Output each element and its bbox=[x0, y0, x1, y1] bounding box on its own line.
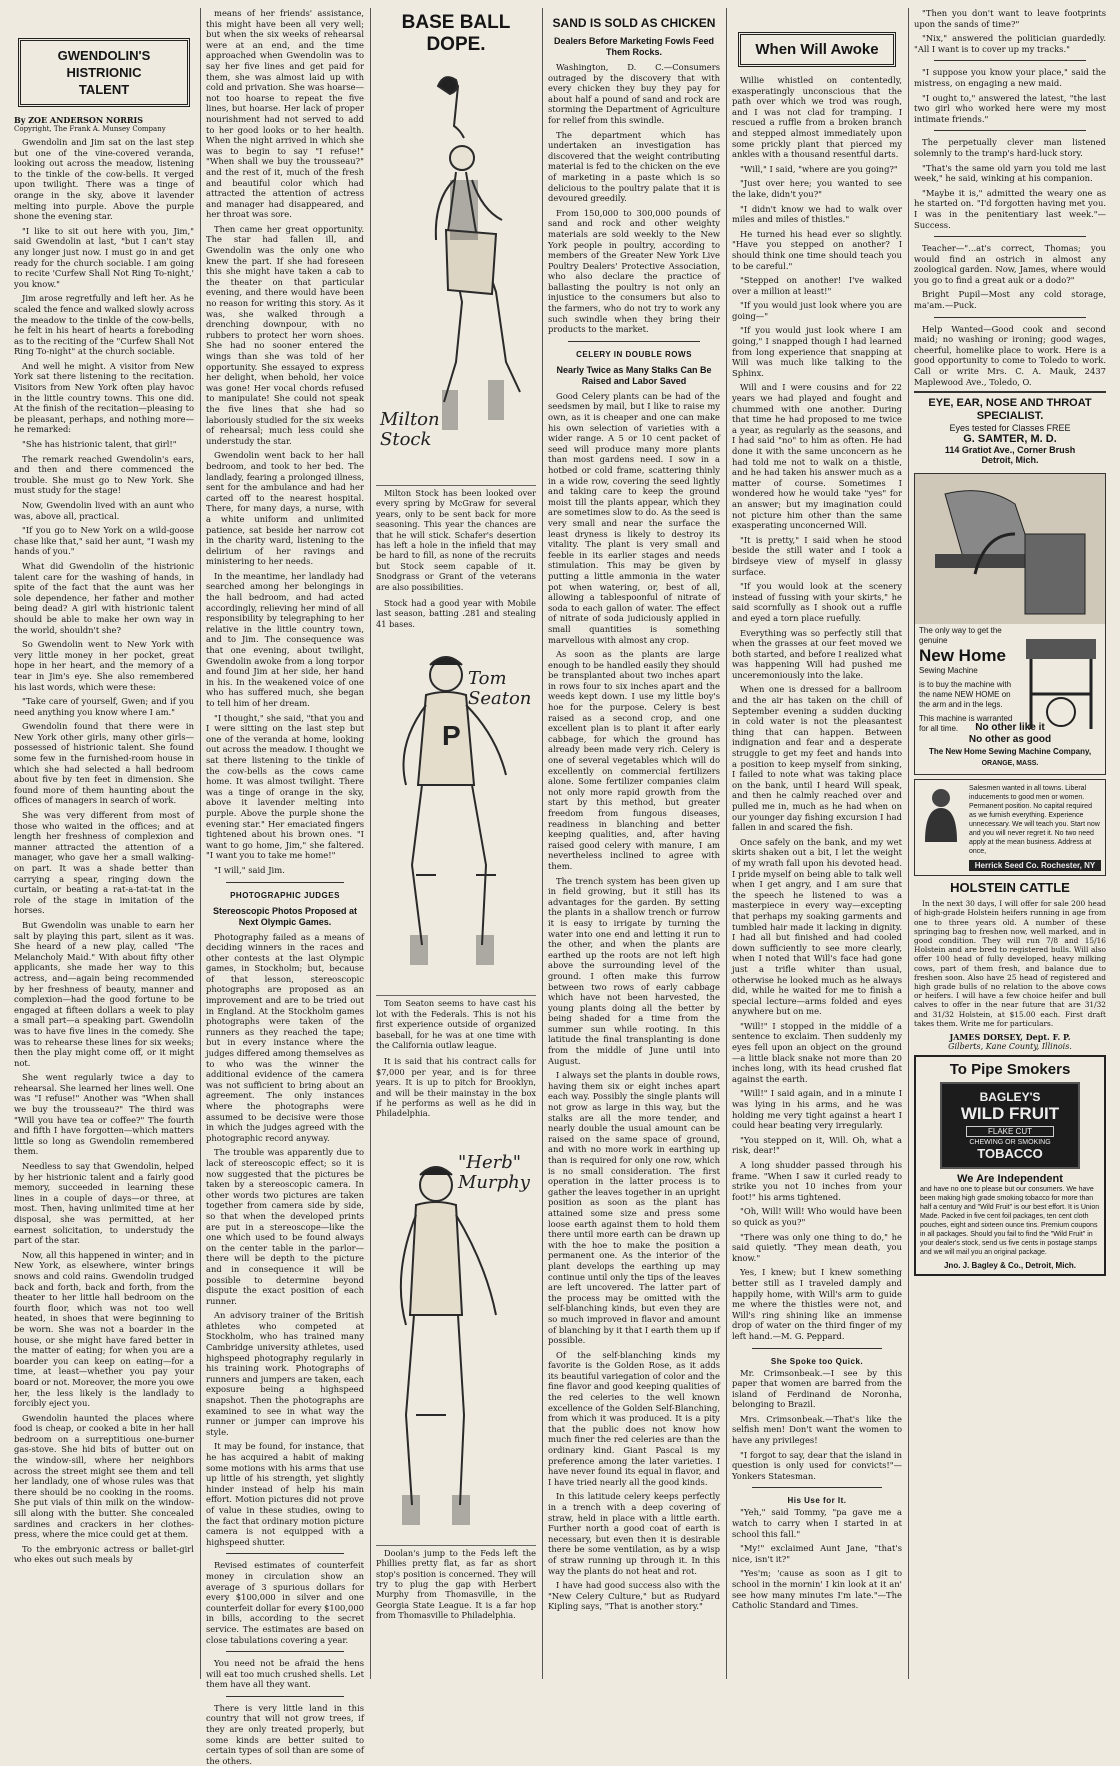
paragraph: "Then you don't want to leave footprints upon the sands of time?" bbox=[914, 8, 1106, 29]
story-title-line2: TALENT bbox=[78, 82, 130, 97]
paragraph: Once safely on the bank, and my wet skirts shaken out a bit, I let the weight of my wrath fall upon his devoted head. I pride myself on being able to talk well when I get angry, and I am sure that the speech he listened to was a masterpiece in every way—excepting that perhaps my soaking garments and tumbled hair made it lacking in dignity. I had all but finished and had cooled down sufficiently to see more clearly, when I noted that Will's face had gone just a trifle whiter than usual, otherwise he looked much as he always did, while he waited for me to finish a special lecture—arms folded and eyes anywhere but on me. bbox=[732, 836, 902, 1017]
paragraph: It may be found, for instance, that he has acquired a habit of making some motions with his arms that use up little of his strength, yet slightly hinder instead of help his main effort. Motion pictures did not prove of value in these studies, owing to the fact that ordinary motion picture camera is not equipped with a highspeed shutter. bbox=[206, 1441, 364, 1547]
paragraph: Teacher—"...at's correct, Thomas; you would find an ostrich in almost any zoological garden. Now, James, where would you go to find a great auk or a dodo?" bbox=[914, 243, 1106, 285]
paragraph: The remark reached Gwendolin's ears, and then and there commenced the trouble. She must go to New York. She must study for the stage! bbox=[14, 453, 194, 496]
paragraph: "I didn't know we had to walk over miles and miles of thistles." bbox=[732, 203, 902, 225]
paragraph: But Gwendolin was unable to earn her salt by playing this part, silent as it was. She heard of a new play, called "The Melancholy Maid." With about fifty other applicants, she made her way to this actress, and—again being recommended by her freshness of beauty, manner and complexion—had the good fortune to be engaged at fifteen dollars a week to play a small part—a speaking part. Gwendolin was to have five lines in the comedy. She was to rehearse these lines for six weeks; then the play might come off, or it might not. bbox=[14, 919, 194, 1068]
photo-judges-headline: PHOTOGRAPHIC JUDGES bbox=[230, 890, 340, 900]
paragraph: Of the self-blanching kinds my favorite is the Golden Rose, as it adds its beautiful variegation of color and the fine flavor and good keeping qualities of the red celeries to the well known excellence of the Golden Self-Blanching, from which it was produced. It is a pity that the public does not know how much finer the red celeries are than the ordinary kind. Giant Pascal is my preference among the later varieties. I have never found its equal in flavor, and I have tried nearly all the good kinds. bbox=[548, 1349, 720, 1487]
column-ads bbox=[914, 8, 1106, 1679]
paragraph: "If you would just look where you are going—" bbox=[732, 300, 902, 321]
spoke-headline: She Spoke too Quick. bbox=[770, 1356, 864, 1366]
paragraph: I have had good success also with the "New Celery Culture," but as Rudyard Kipling says, "That is another story." bbox=[548, 1580, 720, 1612]
paragraph: "My!" exclaimed Aunt Jane, "that's nice, isn't it?" bbox=[732, 1543, 902, 1564]
paragraph: "It is pretty," I said when he stood beside the still water and I took a birdseye view of myself in glassy surface. bbox=[732, 534, 902, 577]
salesman-icon bbox=[919, 784, 963, 844]
paragraph: When one is dressed for a ballroom and the air has taken on the chill of September evening a sudden ducking in cold water is not the pleasantest thing that can happen. Between indignation and fear and a desperate struggle to get my feet and hands into a position to keep myself from sinking, I failed to note what was taking place on the bank, until I heard Will speak, and then he calmly reached over and pulled me in, much as he had when on our younger day fishing excursion I had fallen in and scared the fish. bbox=[732, 684, 902, 833]
pipe-ad-headline: To Pipe Smokers bbox=[949, 1061, 1071, 1079]
paragraph: "That's the same old yarn you told me last week," he said, winking at his companion. bbox=[914, 162, 1106, 184]
player-illustration-seaton bbox=[376, 635, 536, 996]
paragraph: "Will," I said, "where are you going?" bbox=[740, 163, 898, 174]
column-baseball bbox=[376, 8, 536, 1679]
paragraph: An advisory trainer of the British athletes who competed at Stockholm, who has trained many Cambridge university athletes, used highspeed photography regularly in his training work. Photographs of runners and jumpers are taken, each exposure being a highspeed snapshot. Then the photographs are examined to see in what way the runner or jumper can improve his style. bbox=[206, 1310, 364, 1437]
divider bbox=[226, 1696, 344, 1697]
column-rule bbox=[370, 8, 371, 1679]
paragraph: "She has histrionic talent, that girl!" bbox=[22, 439, 177, 450]
paragraph: The trench system has been given up in field growing, but it still has its advantages for the garden. By setting the plants in a shallow trench or furrow it is easy to irrigate by turning the water into one end and letting it run to the other, and when the plants are earthed up the roots are not left high above the surrounding level of the ground. I often make this furrow between two rows of early cabbage which have not been harvested, the young plants doing all the better by being shaded for a time from the summer sun while rooting. In this latitude the final transplanting is done from the middle of June until into August. bbox=[548, 875, 720, 1066]
paragraph: Bright Pupil—Most any cold storage, ma'am.—Puck. bbox=[914, 289, 1106, 311]
divider bbox=[934, 236, 1086, 237]
salesmen-ad-text: Salesmen wanted in all towns. Liberal inducements to good men or women. Permanent position. No capital required as we furnish everything. Experience unnecessary. We will teach you. Start now and you will never regret it. No two need apply at the mean business. Address at once, bbox=[969, 785, 1100, 856]
divider bbox=[226, 1553, 344, 1554]
player-illustration-murphy bbox=[376, 1125, 536, 1546]
paragraph: You need not be afraid the hens will eat too much crushed shells. Let them have all they want. bbox=[206, 1658, 364, 1690]
svg-text:P: P bbox=[442, 720, 461, 752]
paragraph: Gwendolin went back to her hall bedroom, and took to her bed. The landlady, fearing a prolonged illness, sent for the ambulance and had her carted off to the nearest hospital. There, for many days, a nurse, with a white uniform and unlimited patience, sat beside her narrow cot in the charity ward, listening to the delirium of her ravings and ministering to her needs. bbox=[206, 450, 364, 567]
paragraph: So Gwendolin went to New York with very little money in her pocket, great hope in her heart, and the memory of a tear in Jim's eye. She also remembered his last words, which were these: bbox=[14, 639, 194, 692]
player-label: "Herb" Murphy bbox=[458, 1151, 530, 1193]
holstein-text: In the next 30 days, I will offer for sale 200 head of high-grade Holstein heifers running in age from one to three years old. A number of these springing bag to freshen now, well marked, and in good condition. They will run 7/8 and 15/16 Holstein and are bred to registered bulls. Will also offer 100 head of fully developed, heavy milking cows, part of them fresh, and balance due to freshen soon. Also have 25 head of registered and high grade bulls of no relation to the above cows or heifers. I will have a few choice heifer and bull calves to offer in the near future that are 31/32 and 31/32 Holstein, at $15.00 each. First draft takes them. Write me for particulars. bbox=[914, 899, 1106, 1028]
holstein-headline: HOLSTEIN CATTLE bbox=[950, 880, 1070, 896]
column-rule bbox=[542, 8, 543, 1679]
player-label: Tom Seaton bbox=[468, 668, 532, 710]
paragraph: means of her friends' assistance, this might have been all very well; but when the six weeks of rehearsal were at an end, and the time approached when Gwendolin was to say her five lines and get paid for them, she was almost laid up with cold and privation. She was hoarse—not too hoarse to repeat the five lines, but hoarse. Her lack of proper nourishment had not served to add to her good looks or to her health. When the night arrived in which she was to begin to say "I refuse!" "When shall we buy the trousseau?" and the rest of it, much of the fresh and beautiful color which had attracted the attention of actress and manager had disappeared, and her throat was sore. bbox=[206, 8, 364, 220]
paragraph: Needless to say that Gwendolin, helped by her histrionic talent and a fairly good memory, succeeded in learning these lines in a couple of days—or three, at most. Then, having unlimited time at her disposal, she was permitted, at her earnest solicitation, to understudy the part of the star. bbox=[14, 1161, 194, 1246]
paragraph: There is very little land in this country that will not grow trees, if they are only treated properly, but some kinds are better suited to certain types of soil than are some of the others. bbox=[206, 1702, 364, 1766]
eye-ad-title: EYE, EAR, NOSE AND THROAT SPECIALIST. bbox=[928, 397, 1092, 423]
column-rule bbox=[908, 8, 909, 1679]
paragraph: Gwendolin haunted the places where food is cheap, or cooked a bite in her hall bedroom on a surreptitious one-burner gas-stove. She hid bits of butter out on the window-sill, where her neighbors across the street might see them and tell her landlady, one of whose rules was that there should be no cooking in the rooms. She put vials of thin milk on the window-sill along with the butter. She concealed sardines and crackers in her clothes-press, where the mice could get at them. bbox=[14, 1412, 194, 1540]
paragraph: "You stepped on it, Will. Oh, what a risk, dear!" bbox=[732, 1134, 902, 1156]
paragraph: I always set the plants in double rows, having them six or eight inches apart each way. Possibly the single plants will not grow as large in this way, but the stalks are all the more tender, and nearly double the usual amount can be raised on the same space of ground, and with no more work in earthing up than is required for only one row, which is no small consideration. The first operation in the latter process is to gather the leaves together in an upright position as soon as the plant has attained some size and press some loose earth against them to hold them there until more earth can be drawn up with the hoe to make the position a permanent one. As the interior of the plant develops the earthing up may continue until only the tips of the leaves are left uncovered. The latter part of the process may be omitted with the self-blanching kinds, but even they are so much improved in flavor and amount of blanching by it that I earth them up if possible. bbox=[548, 1070, 720, 1346]
paragraph: Now, Gwendolin lived with an aunt who was, above all, practical. bbox=[14, 500, 194, 521]
paragraph: "Nix," answered the politician guardedly. "All I want is to cover up my tracks." bbox=[914, 33, 1106, 54]
copyright-line: Copyright, The Frank A. Munsey Company bbox=[14, 125, 166, 133]
caption: Stock had a good year with Mobile last season, batting .281 and stealing 41 bases. bbox=[376, 598, 536, 629]
paragraph: As soon as the plants are large enough to be handled easily they should be transplanted about two inches apart in rows four to six inches apart and the weeds kept down. I use my little boy's hoe for the purpose. Celery is best raised as a second crop, and one excellent plan is to plant it after early cabbage, for which the ground has already been made very rich. Celery is one of several vegetables which will do excellently on commercial fertilizers alone. Some fertilizer companies claim not only more rapid growth from the start by this method, but greater freedom from fungous diseases, readiness in blanching and better keeping qualities, and, after having raised good celery with manure, I am nevertheless inclined to agree with them. bbox=[548, 649, 720, 871]
paragraph: She was very different from most of those who waited in the offices; and at length her freshness of complexion and manner attracted the attention of a manager, who gave her a small walking-on part. It was a shade better than carrying a spear, ringing down the curtain, or beating a rat-a-tat-tat in the role of the stage in imitation of the horses. bbox=[14, 810, 194, 916]
byline: By ZOE ANDERSON NORRIS bbox=[14, 115, 144, 125]
paragraph: A long shudder passed through his frame. "When I saw it curled ready to strike you not 10 inches from your foot!" his arms tightened. bbox=[732, 1160, 902, 1202]
tobacco-tin-icon: BAGLEY'S WILD FRUIT FLAKE CUT CHEWING OR SMOKING TOBACCO bbox=[940, 1082, 1080, 1169]
eye-ad-address: 114 Gratiot Ave., Corner Brush bbox=[944, 445, 1076, 456]
paragraph: Everything was so perfectly still that when the grasses at our feet moved we both started, and before I realized what was happening Will had pushed me unceremoniously into the lake. bbox=[732, 627, 902, 680]
paragraph: "Yeh," said Tommy, "pa gave me a watch to carry when I started in at school this fall." bbox=[732, 1507, 902, 1539]
paragraph: "Will!" I said again, and in a minute I was lying in his arms, and he was holding me very tight against a heart I could hear beating very irregularly. bbox=[732, 1088, 902, 1131]
sewing-machine-ad bbox=[914, 473, 1106, 775]
paragraph: In the meantime, her landlady had searched among her belongings in the hall bedroom, and had acted accordingly, relieving her mind of all responsibility by telegraphing to her relative in the little country town, and to Jim. The consequence was that one evening, about twilight, Gwendolin awoke from a long torpor and found Jim at her side, her hand in his. In the weakened voice of one who has suffered much, she began to tell him of her dream. bbox=[206, 570, 364, 708]
story-title-box bbox=[18, 38, 190, 107]
paragraph: Gwendolin found that there were in New York other girls, many other girls—possessed of histrionic talent. She found some few in the furnished-room house in which she had selected a hall bedroom about five by ten feet in dimension. She found more of them haunting about the offices of managers in search of work. bbox=[14, 721, 194, 806]
story-title-line1: GWENDOLIN'S HISTRIONIC bbox=[57, 48, 151, 80]
column-story-continued bbox=[206, 8, 364, 1766]
divider bbox=[934, 130, 1086, 131]
paragraph: "I thought," she said, "that you and I were sitting on the last step but one of the veranda at home, looking out across the meadow. I thought we sat there listening to the tinkle of the cow-bells as the cows came home. It was almost twilight. There was a tinge of orange in the sky, above it lavender melting into purple. Above the purple shone the evening star." Her emaciated fingers tightened about his brown ones. "I want to go home, Jim," she faltered. "I want you to take me home!" bbox=[206, 712, 364, 861]
caption: It is said that his contract calls for $7,000 per year, and is for three years. It is up to pitch for Brooklyn, and will be their mainstay in the box if he performs as well as he did in Philadelphia. bbox=[376, 1056, 536, 1119]
paragraph: Photography failed as a means of deciding winners in the races and other contests at the last Olympic games, in Stockholm; but, because of that lesson, stereoscopic photographs are proposed as an improvement and are to be tried out in England. At the Stockholm games photographs were taken of the runners as they reached the tape; but in every instance where the judges differed among themselves as to who was the winner the additional evidence of the camera was not sufficient to bring about an agreement. The only instances where the photographs were assumed to be decisive were those in which the judges agreed with the photographic record anyway. bbox=[206, 931, 364, 1143]
paragraph: The trouble was apparently due to lack of stereoscopic effect; so it is now suggested that the pictures be taken by a stereoscopic camera. In other words two pictures are taken together from camera side by side, so that when the developed prints are put in a stereoscope—like the one which used to be found always on the center table in the parlor—there will be depth to the picture and in consequence it will be possible to determine beyond dispute the exact position of each runner. bbox=[206, 1147, 364, 1306]
paragraph: From 150,000 to 300,000 pounds of sand and rock and other weighty materials are sold weekly to the New York people in poultry, according to members of the Greater New York Live Poultry Dealers' Protective Association, who also declare the practice of ballasting the poultry is not only an injustice to the consumers but also to the farmers, who do not try to work any such swindle when they bring their products to the market. bbox=[548, 207, 720, 335]
paragraph: And well he might. A visitor from New York sat there listening to the recitation. Visitors from New York often play havoc in the little country towns. This one did. At the finish of the recitation—pleasing to be pleasant, perhaps, and nothing more—he remarked: bbox=[14, 360, 194, 435]
paragraph: "If you would look at the scenery instead of fussing with your skirts," he said scornfully as I shook out a ruffle and eyed a torn place ruefully. bbox=[732, 581, 902, 623]
column-rule bbox=[726, 8, 727, 1679]
divider bbox=[934, 60, 1086, 61]
paragraph: "There was only one thing to do," he said quietly. "They mean death, you know." bbox=[732, 1231, 902, 1263]
paragraph: The department which has undertaken an investigation has discovered that the weight contributing material is fed to the chicken on the eve of marketing in a paste which is so delicious to the poultry palate that it is devoured greedily. bbox=[548, 129, 720, 204]
sand-subhead: Dealers Before Marketing Fowls Feed Them Rocks. bbox=[553, 36, 715, 57]
celery-headline: CELERY IN DOUBLE ROWS bbox=[576, 349, 692, 359]
paragraph: In this latitude celery keeps perfectly in a trench with a deep covering of straw, held in place with a little earth. Further north a good coat of earth is necessary, but even then it is desirable there be some ventilation, as by a wisp of straw running up through it. In this way the plants do not heat and rot. bbox=[548, 1491, 720, 1576]
eye-ad-city: Detroit, Mich. bbox=[981, 455, 1039, 466]
paragraph: "Oh, Will! Will! Who would have been so quick as you?" bbox=[732, 1206, 902, 1227]
paragraph: Washington, D. C.—Consumers outraged by the discovery that with every chicken they buy they pay for about half a pound of sand and rock are storming the Department of Agriculture for relief from this swindle. bbox=[548, 62, 720, 125]
sewing-ad-footer: No other like it No other as good The New Home Sewing Machine Company, ORANGE, MASS. bbox=[928, 722, 1092, 768]
eye-ad-name: G. SAMTER, M. D. bbox=[963, 433, 1057, 446]
paragraph: Good Celery plants can be had of the seedsmen by mail, but I like to raise my own, as it is cheaper and one can make his own selection of varieties with a wider range. A 5 or 10 cent packet of seed will produce many more plants than most gardens need. I sow in a hotbed or cold frame, scattering thinly in a wide row, covering the seed lightly and taking care to keep the ground moist till the plants appear, which they are sometimes slow to do. As the seed is very small and near the surface the least dryness is likely to destroy its vitality. The plant is very small and feeble in its earlier stages and needs stimulation. This may be given by putting a little ammonia in the water pot when watering, or, best of all, allowing a tablespoonful of nitrate of soda to each gallon of water. The effect of nitrate of soda judiciously applied in small quantities is something marvellous with almost any crop. bbox=[548, 390, 720, 645]
paragraph: Mrs. Crimsonbeak.—That's like the selfish men! Don't want the women to have any privileges! bbox=[732, 1413, 902, 1446]
paragraph: "Take care of yourself, Gwen; and if you need anything you know where I am." bbox=[14, 696, 194, 717]
column-sand-celery bbox=[548, 8, 720, 1679]
photo-judges-subhead: Stereoscopic Photos Proposed at Next Olympic Games. bbox=[212, 905, 358, 927]
pipe-smokers-ad bbox=[914, 1055, 1106, 1276]
eye-ad-line: Eyes tested for Classes FREE bbox=[949, 423, 1071, 434]
paragraph: "I will," said Jim. bbox=[214, 864, 285, 875]
paragraph: Yes, I knew; but I knew something better still as I traveled damply and happily home, with Will's arm to guide me where the thistles were not, and Will's ring shining like an immense drop of water on the third finger of my left hand.—M. G. Peppard. bbox=[732, 1267, 902, 1341]
column-will-awoke bbox=[732, 8, 902, 1679]
paragraph: "If you would just look where I am going," I snapped though I had learned from long experience that snapping at Will was much like talking to the Sphinx. bbox=[732, 325, 902, 378]
divider bbox=[752, 1487, 882, 1488]
paragraph: "Stepped on another! I've walked over a million at least!" bbox=[732, 275, 902, 296]
paragraph: "Maybe it is," admitted the weary one as he started on. "I'd forgotten having met you. I was in the penitentiary last week."—Success. bbox=[914, 187, 1106, 230]
paragraph: Now, all this happened in winter; and in New York, as elsewhere, winter brings snows and cold rains. Gwendolin trudged back and forth, back and forth, from the theater to her little hall bedroom on the fourth floor, which was not too well heated, in shoes that were beginning to be worn. She was not a boarder in the house, or she might have fared better in the matter of eating; for when you are a boarder you can keep on eating—for a time, at least—whether you pay your board or not. Moreover, the more you owe her, the less likely is the landlady to forcibly eject you. bbox=[14, 1249, 194, 1409]
eye-specialist-ad bbox=[914, 391, 1106, 469]
salesmen-wanted-ad bbox=[914, 779, 1106, 876]
paragraph: "Yes'm; 'cause as soon as I git to school in the mornin' I kin look at it an' see how many minutes I'm late."—The Catholic Standard and Times. bbox=[732, 1568, 902, 1611]
sewing-machine-icon bbox=[915, 474, 1105, 624]
paragraph: To the embryonic actress or ballet-girl who ekes out such meals by bbox=[14, 1543, 194, 1565]
sand-headline: SAND IS SOLD AS CHICKEN bbox=[552, 16, 716, 30]
baseball-headline: BASE BALL DOPE. bbox=[401, 12, 511, 55]
story-body bbox=[14, 137, 194, 1565]
holstein-place: Gilberts, Kane County, Illinois. bbox=[948, 1042, 1072, 1052]
paragraph: "I like to sit out here with you, Jim," said Gwendolin at last, "but I can't stay any longer just now. I must go in and get ready for the church sociable. I am going to recite 'Curfew Shall Not Ring To-night,' you know." bbox=[14, 225, 194, 289]
paragraph: She went regularly twice a day to rehearsal. She learned her lines well. One was "I refuse!" Another was "When shall we buy the trousseau?" The third was "Will you have tea or coffee?" The fourth and fifth I have forgotten—which matters little so long as Gwendolin remembered them. bbox=[14, 1072, 194, 1157]
paragraph: Then came her great opportunity. The star had fallen ill, and Gwendolin was the only one who knew the part. If she had foreseen this she might have taken a cab to the theater on that particular evening, and there would have been no reason for writing this story. As it was, she walked through a drenching downpour, with no rubbers to protect her worn shoes. She had no sooner entered the wings than she was told of her opportunity. She essayed to express her delight, when behold, her voice was gone! Her vocal chords refused to manipulate! She could not speak the five lines that she had so laboriously studied for the six weeks of rehearsal; much less could she understudy the star. bbox=[206, 223, 364, 446]
sewing-ad-brand: New Home bbox=[919, 646, 1006, 666]
pipe-ad-text: and have no one to please but our consumers. We have been making high grade smoking tobacco for more than half a century and "Wild Fruit" is our best effort. It is Union Made. Packed in five cent foil packages, ten cent cloth pouches, eight and sixteen ounce tins. Premium coupons in all packages. Should you fail to find the "Wild Fruit" in your dealer's stock, send us five cents in postage stamps and we will mail you an original package. bbox=[920, 1186, 1100, 1257]
paragraph: "Just over here; you wanted to see the lake, didn't you?" bbox=[732, 178, 902, 199]
caption: Doolan's jump to the Feds left the Phillies pretty flat, as far as short stop's position is concerned. They will try to plug the gap with Herbert Murphy from Thomasville, in the Georgia State League. It is a far hop from Thomasville to Philadelphia. bbox=[376, 1547, 536, 1621]
divider bbox=[226, 1651, 344, 1652]
paragraph: "Will!" I stopped in the middle of a sentence to exclaim. Then suddenly my eyes fell upon an object on the ground—a little black snake not more than 20 inches long, with its head crushed flat against the earth. bbox=[732, 1020, 902, 1084]
paragraph: The perpetually clever man listened solemnly to the tramp's hard-luck story. bbox=[914, 137, 1106, 158]
paragraph: What did Gwendolin of the histrionic talent care for the washing of hands, in spite of the fact that the aunt was her sole dependence, her father and mother being dead? A girl with histrionic talent should be able to make her own way in the world, shouldn't she? bbox=[14, 560, 194, 635]
caption: Milton Stock has been looked over every spring by McGraw for several years, only to be sent back for more seasoning. This year the chances are that he will stick. Schafer's desertion has left a hole in the infield that may be hard to fill, as none of the recruits but Stock seem capable of it. Snodgrass or Grant of the veterans are also possibilities. bbox=[376, 488, 536, 592]
sewing-machine-stand-icon bbox=[1021, 634, 1101, 734]
pipe-ad-slogan: We Are Independent bbox=[957, 1173, 1063, 1186]
use-headline: His Use for It. bbox=[787, 1496, 847, 1506]
caption: Tom Seaton seems to have cast his lot with the Federals. This is not his first experience outside of organized baseball, for he was at one time with the California outlaw league. bbox=[376, 998, 536, 1050]
divider bbox=[226, 882, 344, 883]
divider bbox=[752, 1348, 882, 1349]
divider bbox=[934, 317, 1086, 318]
paragraph: "I forgot to say, dear that the island in question is only used for convicts!"—Yonkers Statesman. bbox=[732, 1449, 902, 1481]
column-rule bbox=[200, 8, 201, 1679]
help-wanted-ad: Help Wanted—Good cook and second maid; no washing or ironing; good wages, cheerful, homelike place to work. Here is a good opportunity to come to Toledo to work. Call or write Mrs. C. A. Mauk, 2437 Maplewood Ave., Toledo, O. bbox=[914, 323, 1106, 387]
salesmen-ad-company: Herrick Seed Co. Rochester, NY bbox=[969, 860, 1101, 871]
paragraph: "I suppose you know your place," said the mistress, on engaging a new maid. bbox=[914, 67, 1106, 88]
paragraph: Willie whistled on contentedly, exasperatingly unconscious that the path over which we trod was rough, and I was not clad for tramping. I rescued a ruffle from a broken branch and stepped almost immediately upon some prickly plant that pierced my ankles with a thousand resentful darts. bbox=[732, 75, 902, 160]
player-illustration-stock bbox=[376, 60, 536, 486]
paragraph: Revised estimates of counterfeit money in circulation show an average of 3 spurious dollars for every $100,000 in silver and one counterfeit dollar for every $100,000 in bills, according to the secret service. The estimates are based on close tabulations covering a year. bbox=[206, 1560, 364, 1645]
paragraph: Gwendolin and Jim sat on the last step but one of the vine-covered veranda, looking out across the meadow, listening to the tinkle of the cow-bells. It verged upon twilight. There was a tinge of orange in the sky, above it lavender melting into purple. Above the purple shone the evening star. bbox=[14, 137, 194, 222]
divider bbox=[568, 341, 700, 342]
paragraph: He turned his head ever so slightly. "Have you stepped on another? I should think one time should teach you to be careful." bbox=[732, 228, 902, 271]
celery-subhead: Nearly Twice as Many Stalks Can Be Raised and Labor Saved bbox=[556, 364, 712, 386]
will-title: When Will Awoke bbox=[755, 41, 879, 58]
paragraph: Mr. Crimsonbeak.—I see by this paper that women are barred from the island of Ferdinand de Noronha, belonging to Brazil. bbox=[732, 1367, 902, 1410]
column-story bbox=[14, 8, 194, 1679]
pipe-ad-company: Jno. J. Bagley & Co., Detroit, Mich. bbox=[943, 1261, 1077, 1271]
paragraph: Jim arose regretfully and left her. As he scaled the fence and walked slowly across the meadow to the tinkle of the cow-bells, he felt in his heart of hearts a foreboding as to the reciting of the "Curfew Shall Not Ring To-night" at the church sociable. bbox=[14, 293, 194, 357]
paragraph: "I ought to," answered the latest, "the last two girl who worked here were my most intimate friends." bbox=[914, 92, 1106, 124]
paragraph: "If you go to New York on a wild-goose chase like that," said her aunt, "I wash my hands of you." bbox=[14, 525, 194, 557]
holstein-ad bbox=[914, 880, 1106, 1051]
sewing-ad-text: The only way to get the genuine New Home Sewing Machine is to buy the machine with the name NEW HOME on the arm and in the legs. This machine is warranted for all time. bbox=[919, 626, 1019, 734]
holstein-name: JAMES DORSEY, Dept. F. P. bbox=[949, 1032, 1071, 1043]
paragraph: Will and I were cousins and for 22 years we had played and fought and chummed with one another. During that time he had proposed to me twice a year, as regularly as the seasons, and I had said "no" to him as often. He had done it with the same unconcern as he had told me not to walk on a thistle, and he had taken his answer much as a matter of course. Sometimes I wondered how he would take "yes" for an answer; but my imagination could not picture him other than the same exasperating unconcerned Will. bbox=[732, 382, 902, 531]
newspaper-page bbox=[10, 8, 1110, 1766]
player-label: Milton Stock bbox=[380, 409, 440, 450]
will-title-box bbox=[738, 32, 896, 67]
